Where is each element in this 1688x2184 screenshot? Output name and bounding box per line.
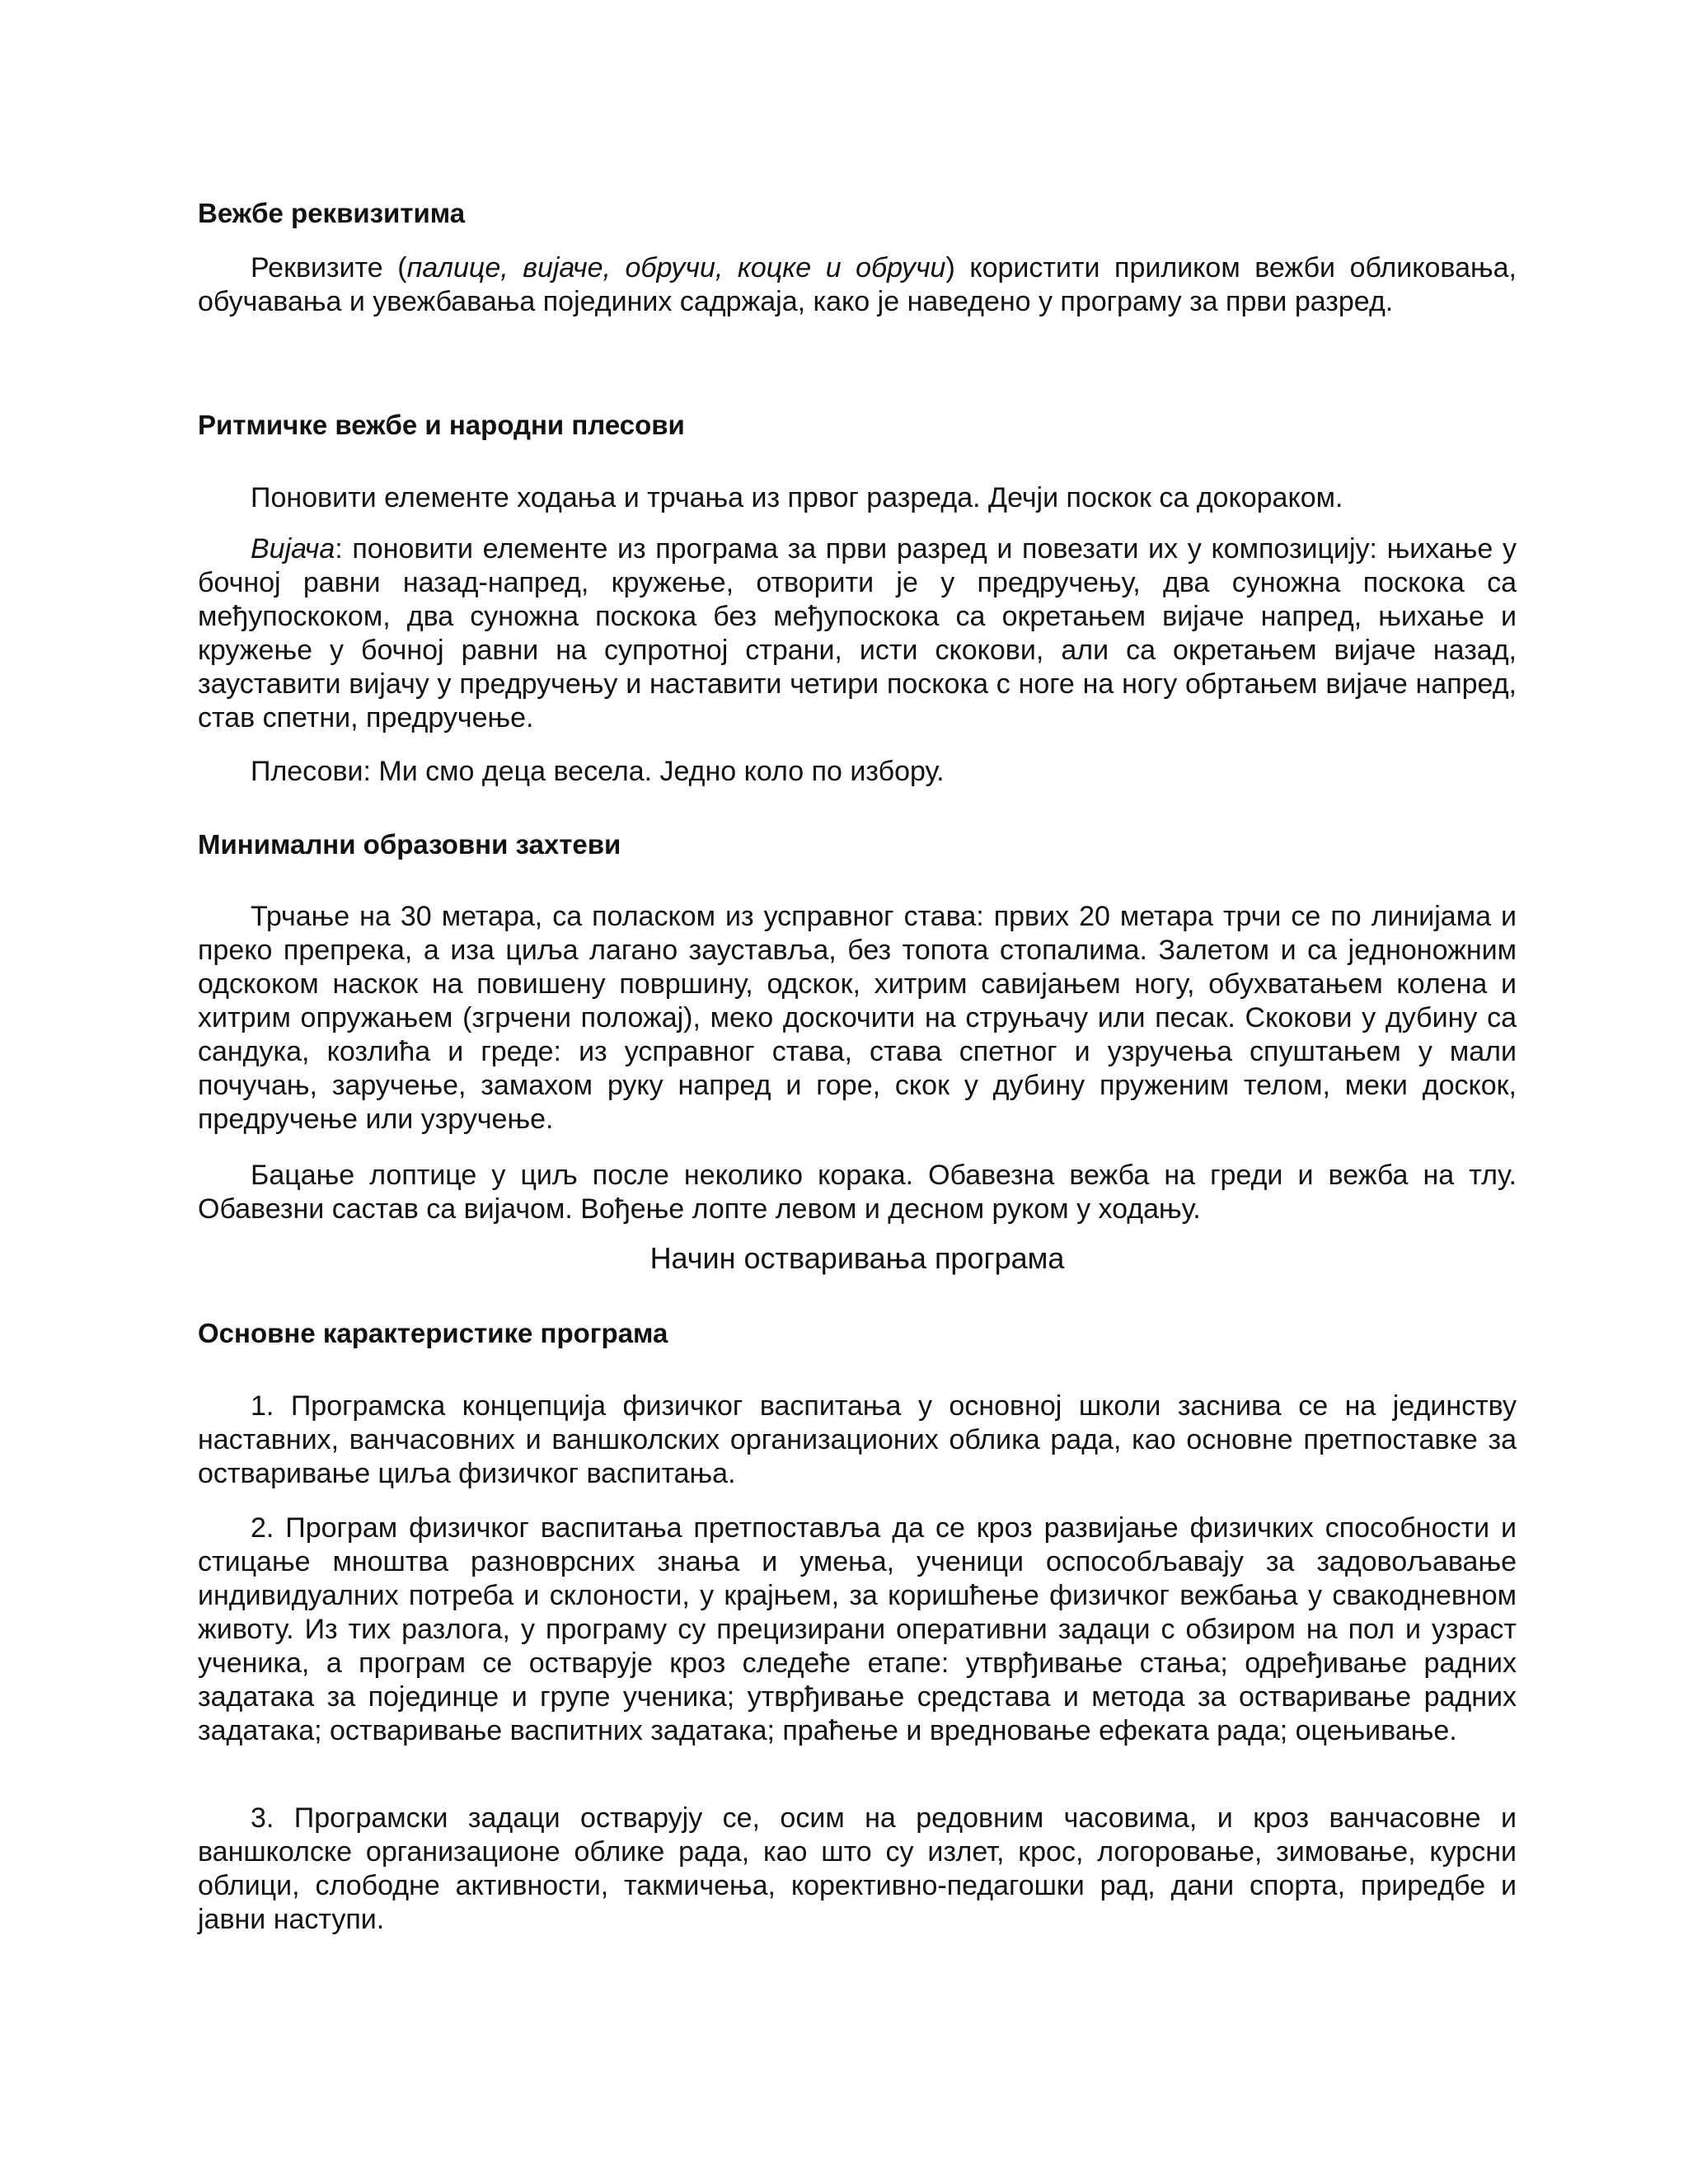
paragraph-ritmicke-2 — [198, 532, 1517, 735]
paragraph-rekviziti-post: ) користити приликом вежби обликовања, обучавања и увежбавања појединих садржаја, како је наведено у програму за први разред. — [198, 252, 1517, 317]
paragraph-ritmicke-1: Поновити елементе ходања и трчања из првог разреда. Дечји поскок са докораком. — [251, 482, 1343, 513]
paragraph-ritmicke-3: Плесови: Ми смо деца весела. Једно коло по избору. — [251, 756, 945, 787]
paragraph-ritmicke-2-rest: : поновити елементе из програма за први разред и повезати их у композицију: њихање у бочној равни назад-напред, кружење, отворити је у предручењу, два суножна поскока са међупоскоком, два суножна поскока без међупоскока са окретањем вијаче напред, њихање и кружење у бочној равни на супротној страни, исти скокови, али са окретањем вијаче назад, зауставити вијачу у предручењу и наставити четири поскока с ноге на ногу обртањем вијаче напред, став спетни, предручење. — [198, 533, 1517, 733]
section-heading-osnovne: Основне карактеристике програма — [198, 1318, 668, 1348]
paragraph-minimalni-1: Трчање на 30 метара, са поласком из усправног става: првих 20 метара трчи се по линијама и преко препрека, а иза циља лагано зауставља, без топота стопалима. Залетом и са једноножним одскоком наскок на повишену површину, одскок, хитрим савијањем ногу, обухватањем колена и хитрим опружањем (згрчени положај), меко доскочити на струњачу или песак. Скокови у дубину са сандука, козлића и греде: из усправног става, става спетног и узручења спуштањем у мали почучањ, заручење, замахом руку напред и горе, скок у дубину пруженим телом, меки доскок, предручење или узручење. — [198, 901, 1517, 1135]
paragraph-osnovne-3: 3. Програмски задаци остварују се, осим на редовним часовима, и кроз ванчасовне и ваншколске организационе облике рада, као што су излет, крос, логоровање, зимовање, курсни облици, слободне активности, такмичења, корективно-педагошки рад, дани спорта, приредбе и јавни наступи. — [198, 1802, 1517, 1935]
paragraph-ritmicke-2-italic: Вијача — [251, 533, 335, 565]
paragraph-rekviziti — [198, 251, 1517, 319]
section-heading-ritmicke: Ритмичке вежбе и народни плесови — [198, 410, 685, 440]
section-heading-minimalni: Минимални образовни захтеви — [198, 829, 621, 860]
paragraph-rekviziti-italic: палице, вијаче, обручи, коцке и обручи — [406, 252, 946, 284]
paragraph-minimalni-2: Бацање лоптице у циљ после неколико корака. Обавезна вежба на греди и вежба на тлу. Обавезни састав са вијачом. Вођење лопте левом и десном руком у ходању. — [198, 1160, 1517, 1225]
paragraph-rekviziti-pre: Реквизите ( — [251, 252, 407, 284]
section-title-nacin: Начин остваривања програма — [649, 1241, 1065, 1275]
paragraph-osnovne-1: 1. Програмска концепција физичког васпитања у основној школи заснива се на јединству наставних, ванчасовних и ваншколских организационих облика рада, као основне претпоставке за остваривање циља физичког васпитања. — [198, 1390, 1517, 1489]
paragraph-osnovne-2: 2. Програм физичког васпитања претпоставља да се кроз развијање физичких способности и стицање мноштва разноврсних знања и умења, ученици оспособљавају за задовољавање индивидуалних потреба и склоности, у крајњем, за коришћење физичког вежбања у свакодневном животу. Из тих разлога, у програму су прецизирани оперативни задаци с обзиром на пол и узраст ученика, а програм се остварује кроз следеће етапе: утврђивање стања; одређивање радних задатака за појединце и групе ученика; утврђивање средстава и метода за остваривање радних задатака; остваривање васпитних задатака; праћење и вредновање ефеката рада; оцењивање. — [198, 1512, 1517, 1746]
section-heading-rekviziti: Вежбе реквизитима — [198, 198, 466, 228]
